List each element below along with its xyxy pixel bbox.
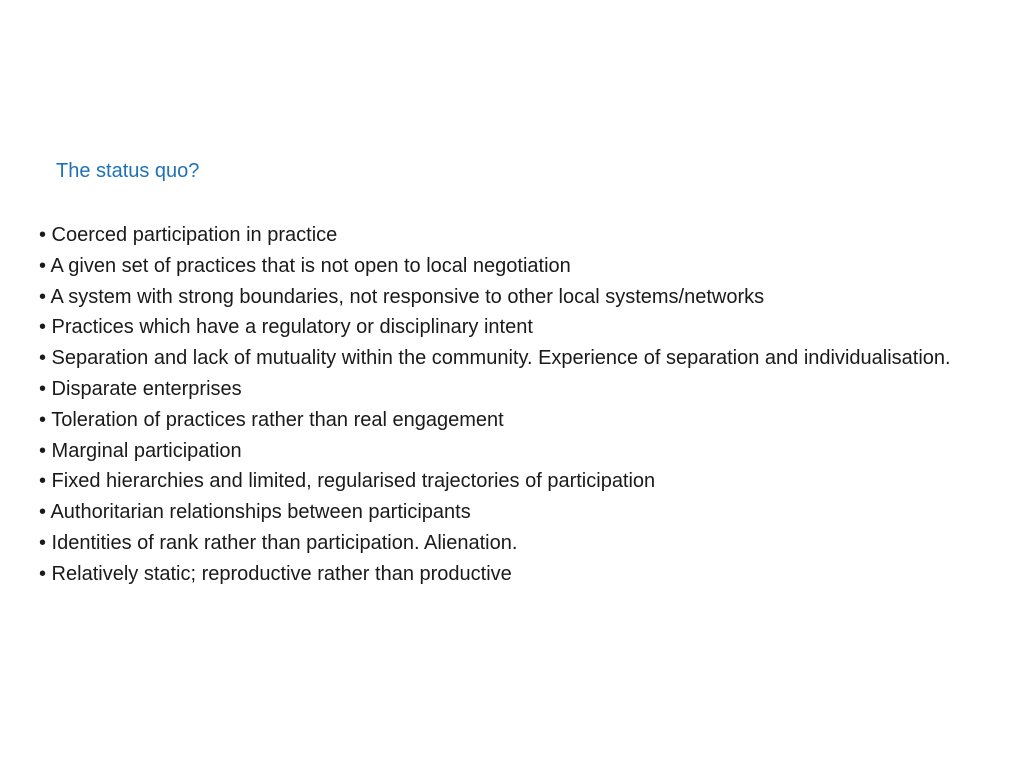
bullet-item: • Authoritarian relationships between participants — [39, 501, 471, 524]
bullet-list — [39, 220, 969, 590]
bullet-item: • Marginal participation — [39, 439, 242, 462]
bullet-item: • Coerced participation in practice — [39, 224, 338, 246]
slide-title: The status quo? — [56, 160, 200, 182]
bullet-item: • Separation and lack of mutuality within the community. Experience of separation and individualisation. — [39, 347, 951, 370]
bullet-item: • Toleration of practices rather than real engagement — [39, 408, 504, 431]
bullet-item: • A given set of practices that is not open to local negotiation — [39, 254, 571, 277]
bullet-item: • A system with strong boundaries, not responsive to other local systems/networks — [39, 285, 765, 308]
bullet-item: • Relatively static; reproductive rather than productive — [39, 562, 512, 585]
bullet-item: • Identities of rank rather than participation. Alienation. — [39, 531, 518, 554]
bullet-item: • Practices which have a regulatory or disciplinary intent — [39, 316, 533, 339]
bullet-item: • Fixed hierarchies and limited, regularised trajectories of participation — [39, 470, 656, 493]
bullet-item: • Disparate enterprises — [39, 377, 242, 400]
